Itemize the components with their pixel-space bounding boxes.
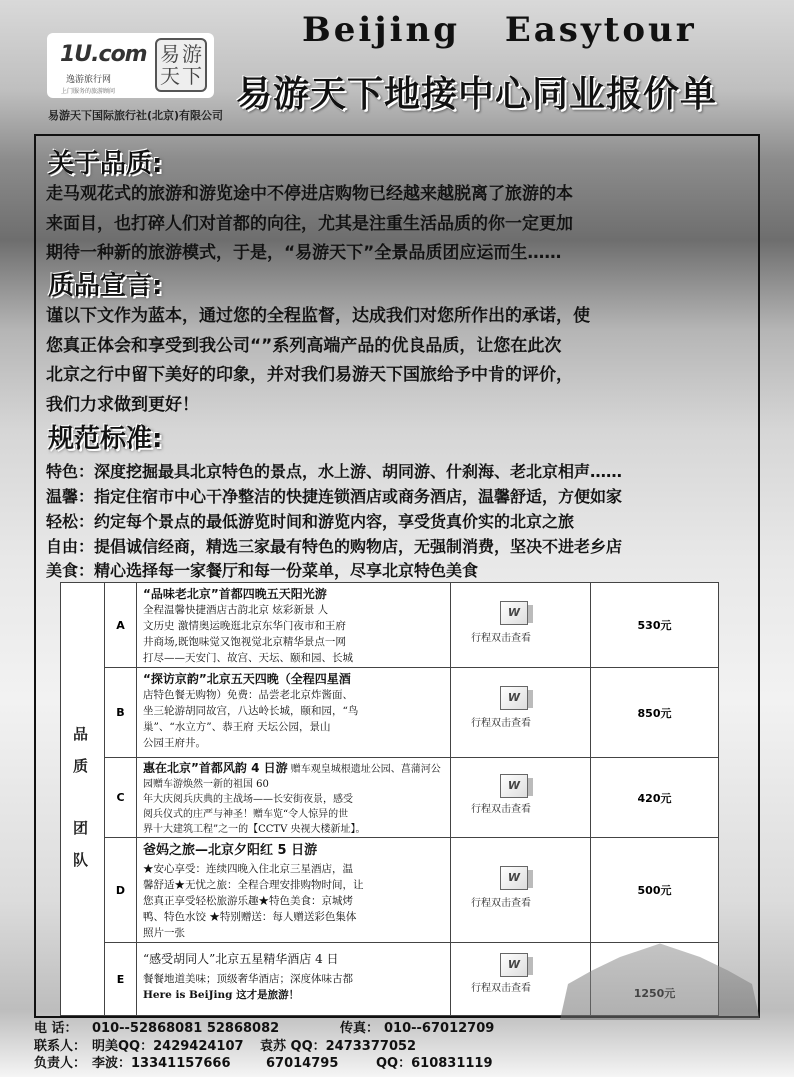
footer-phone-line bbox=[34, 1020, 794, 1038]
table-row bbox=[105, 838, 718, 943]
row-line: 馨舒适★无忧之旅：全程合理安排购物时间，让 bbox=[143, 879, 364, 891]
contact-person-2: 袁苏 QQ：2473377052 bbox=[260, 1038, 417, 1054]
row-letter: D bbox=[105, 838, 137, 942]
declaration-line: 您真正体会和享受到我公司“”系列高端产品的优良品质，让您在此次 bbox=[46, 335, 562, 356]
row-description bbox=[137, 758, 451, 837]
word-document-icon[interactable]: W bbox=[500, 601, 528, 625]
group-label-char: 团 bbox=[73, 819, 89, 837]
quality-paragraph bbox=[46, 180, 754, 269]
footer-contact bbox=[34, 1020, 794, 1073]
row-line: 赠车观皇城根遗址公园、菖蒲河公园赠车游焕然一新的祖国 60 bbox=[143, 764, 441, 790]
row-line: 餐餐地道美味；顶级奢华酒店；深度体味古都 bbox=[143, 973, 353, 985]
declaration-heading: 质品宣言: bbox=[48, 271, 163, 301]
row-description bbox=[137, 583, 451, 667]
quality-line: 来面目，也打碎人们对首都的向往，尤其是注重生活品质的你一定更加 bbox=[46, 213, 573, 234]
footer-contact-line bbox=[34, 1038, 794, 1056]
row-line: 巢”、“水立方”、恭王府 天坛公园，景山 bbox=[143, 721, 331, 733]
standard-item-comfort: 温馨：指定住宿市中心干净整洁的快捷连锁酒店或商务酒店，温馨舒适，方便如家 bbox=[46, 487, 623, 506]
table-row bbox=[105, 668, 718, 758]
word-document-icon[interactable]: W bbox=[500, 866, 528, 890]
table-row bbox=[105, 758, 718, 838]
manager-mobile: 李波：13341157666 bbox=[92, 1056, 231, 1071]
row-line: 照片一张 bbox=[143, 927, 185, 939]
row-price: 420元 bbox=[637, 791, 672, 805]
seal-char: 游 bbox=[182, 42, 202, 66]
row-price: 850元 bbox=[637, 706, 672, 720]
row-letter: A bbox=[105, 583, 137, 667]
row-title: “品味老北京”首都四晚五天阳光游 bbox=[143, 587, 327, 601]
row-title: “探访京韵”北京五天四晚（全程四星酒 bbox=[143, 672, 351, 686]
row-letter: B bbox=[105, 668, 137, 757]
declaration-line: 谨以下文作为蓝本，通过您的全程监督，达成我们对您所作出的承诺，使 bbox=[46, 306, 590, 326]
company-name: 易游天下国际旅行社(北京)有限公司 bbox=[48, 109, 224, 122]
row-line: 您真正享受轻松旅游乐趣★特色美食：京城烤 bbox=[143, 895, 353, 907]
standard-item-feature: 特色：深度挖掘最具北京特色的景点，水上游、胡同游、什刹海、老北京相声…… bbox=[46, 462, 623, 481]
manager-label: 负责人： bbox=[34, 1056, 87, 1071]
tour-table bbox=[60, 582, 719, 1016]
standard-item-food: 美食：精心选择每一家餐厅和每一份菜单，尽享北京特色美食 bbox=[46, 561, 479, 580]
standard-item-freedom: 自由：提倡诚信经商，精选三家最有特色的购物店，无强制消费，坚决不进老乡店 bbox=[46, 537, 623, 556]
row-letter: E bbox=[105, 943, 137, 1015]
table-row bbox=[105, 583, 718, 668]
word-document-icon[interactable]: W bbox=[500, 686, 528, 710]
group-label-char: 品 bbox=[73, 725, 89, 743]
declaration-paragraph bbox=[46, 302, 754, 420]
word-document-icon[interactable]: W bbox=[500, 774, 528, 798]
quality-line: 期待一种新的旅游模式，于是，“易游天下”全景品质团应运而生…… bbox=[46, 243, 562, 263]
row-line: 全程温馨快捷酒店古韵北京 炫彩新景 人 bbox=[143, 604, 329, 616]
fax-label: 传真： bbox=[340, 1021, 380, 1036]
seal-char: 下 bbox=[182, 64, 202, 88]
row-line: 年大庆阅兵庆典的主战场——长安街夜景，感受 bbox=[143, 794, 353, 805]
row-line: 井商场,既饱味觉又饱视觉北京精华景点一网 bbox=[143, 636, 346, 648]
row-description bbox=[137, 838, 451, 942]
word-document-icon[interactable]: W bbox=[500, 953, 528, 977]
row-price: 500元 bbox=[637, 884, 672, 897]
itinerary-file-cell[interactable] bbox=[451, 668, 591, 757]
group-label-column bbox=[61, 583, 105, 1015]
row-description bbox=[137, 668, 451, 757]
phone-label: 电 话： bbox=[34, 1021, 78, 1036]
row-title: 惠在北京”首都风韵 4 日游 bbox=[143, 761, 288, 775]
row-line: 鸭、特色水饺 ★特别赠送：每人赠送彩色集体 bbox=[143, 911, 357, 923]
row-title: 爸妈之旅—北京夕阳红 5 日游 bbox=[143, 843, 318, 858]
row-line: Here is BeiJing 这才是旅游！ bbox=[143, 989, 300, 1001]
phone-number: 010--52868081 52868082 bbox=[92, 1021, 280, 1036]
itinerary-file-label[interactable]: 行程双击查看 bbox=[471, 983, 531, 994]
row-line: 打尽——天安门、故宫、天坛、颐和园、长城 bbox=[143, 652, 353, 664]
row-title: “感受胡同人”北京五星精华酒店 4 日 bbox=[143, 952, 339, 966]
logo-tagline: 上门服务的旅游顾问 bbox=[61, 88, 116, 95]
quality-heading: 关于品质: bbox=[48, 149, 163, 179]
declaration-line: 北京之行中留下美好的印象，并对我们易游天下国旅给予中肯的评价， bbox=[46, 365, 573, 385]
itinerary-file-cell[interactable] bbox=[451, 583, 591, 667]
row-description bbox=[137, 943, 451, 1015]
row-line: 坐三轮游胡同故宫，八达岭长城，颐和园，“鸟 bbox=[143, 705, 359, 717]
manager-qq: QQ：610831119 bbox=[376, 1056, 493, 1071]
row-price: 530元 bbox=[637, 619, 672, 632]
contact-person-1: 明美QQ：2429424107 bbox=[92, 1038, 244, 1054]
row-line: 文历史 激情奥运晚逛北京东华门夜市和王府 bbox=[143, 620, 346, 632]
itinerary-file-cell[interactable] bbox=[451, 758, 591, 837]
itinerary-file-label[interactable]: 行程双击查看 bbox=[471, 804, 531, 815]
row-line: 阅兵仪式的庄严与神圣！赠车览“令人惊异的世 bbox=[143, 809, 349, 820]
manager-phone: 67014795 bbox=[266, 1056, 339, 1071]
fax-number: 010--67012709 bbox=[384, 1021, 495, 1036]
title-chinese: 易游天下地接中心同业报价单 bbox=[236, 74, 718, 115]
logo-seal bbox=[155, 38, 207, 92]
quality-line: 走马观花式的旅游和游览途中不停进店购物已经越来越脱离了旅游的本 bbox=[46, 184, 573, 204]
header bbox=[0, 0, 794, 128]
row-line: 店特色餐无购物）免费：品尝老北京炸酱面、 bbox=[143, 689, 353, 701]
declaration-line: 我们力求做到更好！ bbox=[46, 394, 199, 415]
logo-text: 1U.com bbox=[60, 42, 147, 67]
row-line: ★安心享受：连续四晚入住北京三星酒店，温 bbox=[143, 863, 353, 875]
row-letter: C bbox=[105, 758, 137, 837]
logo-subtitle: 逸游旅行网 bbox=[66, 75, 112, 85]
group-label-char: 队 bbox=[73, 851, 89, 869]
contact-label: 联系人： bbox=[34, 1038, 87, 1054]
title-english: Beijing Easytour bbox=[302, 10, 697, 50]
seal-char: 易 bbox=[160, 42, 180, 66]
seal-char: 天 bbox=[160, 64, 180, 88]
row-line: 界十大建筑工程”之一的【CCTV 央视大楼新址】。 bbox=[143, 824, 366, 835]
footer-manager-line bbox=[34, 1055, 794, 1073]
group-label-char: 质 bbox=[73, 757, 89, 775]
itinerary-file-label[interactable]: 行程双击查看 bbox=[471, 718, 531, 729]
itinerary-file-label[interactable]: 行程双击查看 bbox=[471, 898, 531, 909]
standard-item-relaxed: 轻松：约定每个景点的最低游览时间和游览内容，享受货真价实的北京之旅 bbox=[46, 512, 575, 531]
itinerary-file-cell[interactable] bbox=[451, 838, 591, 942]
standards-heading: 规范标准: bbox=[48, 424, 163, 454]
row-line: 公园王府井。 bbox=[143, 737, 206, 749]
itinerary-file-label[interactable]: 行程双击查看 bbox=[471, 633, 531, 644]
